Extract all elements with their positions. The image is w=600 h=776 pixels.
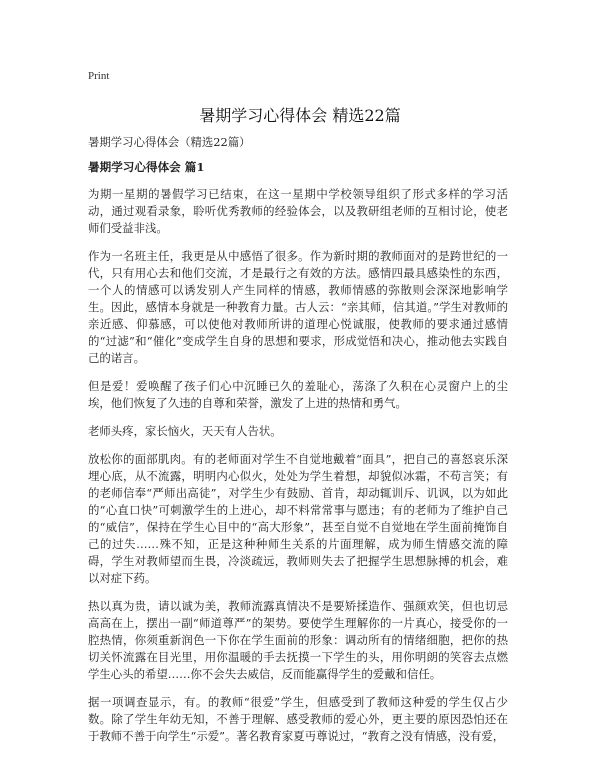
section-heading: 暑期学习心得体会 篇1 (88, 160, 205, 174)
paragraph: 作为一名班主任，我更是从中感悟了很多。作为新时期的教师面对的是跨世纪的一代，只有用心去和他们交流，才是最行之有效的方法。感情四最具感染性的东西，一个人的情感可以诱发别人产生同样的情感，教师情感的弥散则会深深地影响学生。因此，感情本身就是一种教育力量。古人云：“亲其师，信其道。”学生对教师的亲近感、仰慕感，可以使他对教师所讲的道理心悦诚服，使教师的要求通过感情的“过滤”和“催化”变成学生自身的思想和要求，形成觉悟和决心，推动他去实践自己的诺言。 (88, 249, 508, 365)
paragraph: 放松你的面部肌肉。有的老师面对学生不自觉地戴着“面具”，把自己的喜怒哀乐深埋心底，从不流露，明明内心似火，处处为学生着想，却貌似冰霜，不苟言笑；有的老师信奉“严师出高徒”，对学生少有鼓励、首肯，却动辄训斥、讥讽，以为如此的“心直口快”可刺激学生的上进心，却不料常常事与愿违；有的老师为了维护自己的“威信”，保持在学生心目中的“高大形象”，甚至自觉不自觉地在学生面前掩饰自己的过失……殊不知，正是这种种师生关系的片面理解，成为师生情感交流的障碍，学生对教师望而生畏，冷淡疏远，教师则失去了把握学生思想脉搏的机会，难以对症下药。 (88, 452, 508, 585)
document-title: 暑期学习心得体会 精选22篇 (199, 106, 401, 125)
paragraph: 据一项调查显示，有。的教师“很爱”学生，但感受到了教师这种爱的学生仅占少数。除了学生年幼无知，不善于理解、感受教师的爱心外，更主要的原因恐怕还在于教师不善于向学生“示爱”。著名教育家夏丏尊说过，“教育之没有情感，没有爱， (88, 695, 508, 743)
print-label: Print (88, 70, 110, 82)
document-body (88, 134, 508, 756)
paragraph: 为期一星期的暑假学习已结束，在这一星期中学校领导组织了形式多样的学习活动，通过观看录象，聆听优秀教师的经验体会，以及教研组老师的互相讨论，使老师们受益非浅。 (88, 187, 508, 235)
document-subtitle: 暑期学习心得体会（精选22篇） (88, 135, 251, 149)
paragraph: 但是爱！爱唤醒了孩子们心中沉睡已久的羞耻心，荡涤了久积在心灵窗户上的尘埃，他们恢复了久违的自尊和荣誉，激发了上进的热情和勇气。 (88, 379, 508, 410)
paragraph: 老师头疼，家长恼火，天天有人告状。 (88, 424, 282, 438)
paragraph: 热以真为贵，请以诚为美，教师流露真情决不是要矫揉造作、强颜欢笑，但也切忌高高在上，摆出一副“师道尊严”的架势。要使学生理解你的一片真心，接受你的一腔热情，你须重新润色一下你在学生面前的形象：调动所有的情绪细胞，把你的热切关怀流露在目光里，用你温暖的手去抚摸一下学生的头，用你明朗的笑容去点燃学生心头的希望……你不会失去威信，反而能赢得学生的爱戴和信任。 (88, 599, 508, 681)
